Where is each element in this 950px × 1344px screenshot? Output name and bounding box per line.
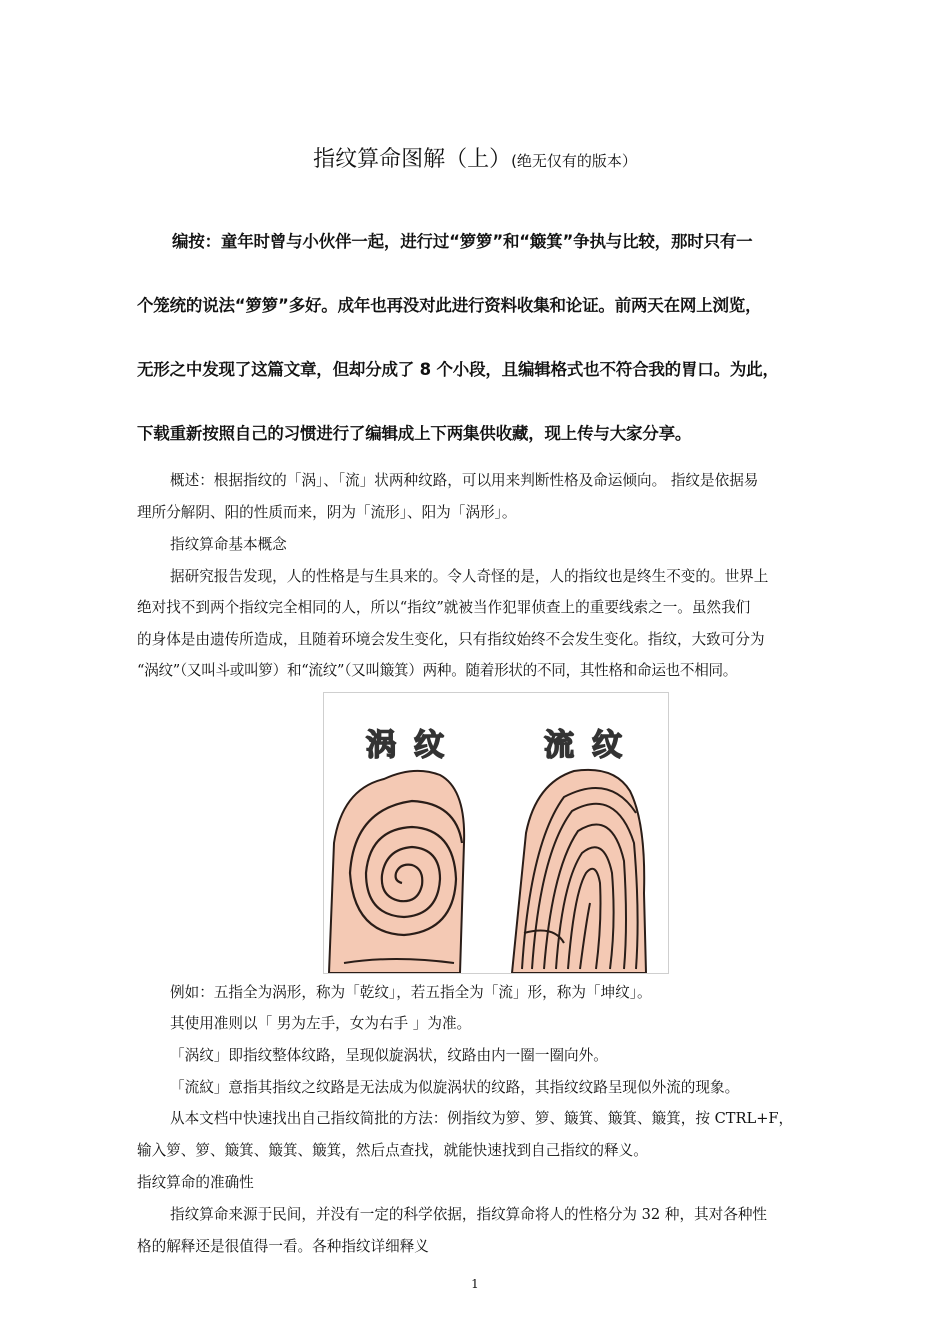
- fingerprint-illustration: [324, 693, 668, 973]
- overview-line-1: 概述：根据指纹的「涡」、「流」状两种纹路，可以用来判断性格及命运倾向。 指纹是依据易: [170, 472, 759, 489]
- heading-accuracy: 指纹算命的准确性: [137, 1174, 254, 1191]
- example-text: 例如：五指全为涡形，称为「乾纹」，若五指全为「流」形，称为「坤纹」。: [170, 984, 652, 1001]
- whorl-finger: [329, 771, 464, 973]
- title-subtitle: (绝无仅有的版本）: [511, 152, 637, 170]
- editor-note-line-4: 下载重新按照自己的习惯进行了编辑成上下两集供收藏，现上传与大家分享。: [137, 424, 692, 443]
- overview-line-2: 理所分解阴、阳的性质而来，阴为「流形」、阳为「涡形」。: [137, 504, 517, 521]
- whorl-definition: 「涡纹」即指纹整体纹路，呈现似旋涡状，纹路由内一圈一圈向外。: [170, 1047, 608, 1064]
- accuracy-line-2: 格的解释还是很值得一看。各种指纹详细释义: [137, 1238, 429, 1255]
- loop-definition: 「流紋」意指其指纹之纹路是无法成为似旋涡状的纹路，其指纹纹路呈现似外流的现象。: [170, 1079, 740, 1096]
- whorl-label: 涡纹: [366, 728, 462, 763]
- usage-rule-text: 其使用准则以「 男为左手，女为右手 」为准。: [170, 1015, 472, 1032]
- editor-note-line-2: 个笼统的说法“箩箩”多好。成年也再没对此进行资料收集和论证。前两天在网上浏览，: [137, 296, 762, 315]
- accuracy-line-1: 指纹算命来源于民间，并没有一定的科学依据，指纹算命将人的性格分为 32 种，其对各种性: [170, 1206, 768, 1223]
- research-line-3: 的身体是由遗传所造成，且随着环境会发生变化，只有指纹始终不会发生变化。指纹，大致可分为: [137, 631, 765, 648]
- research-line-1: 据研究报告发现，人的性格是与生具来的。令人奇怪的是，人的指纹也是终生不变的。世界上: [170, 568, 769, 585]
- editor-note-line-1: 编按：童年时曾与小伙伴一起，进行过“箩箩”和“簸箕”争执与比较，那时只有一: [172, 232, 753, 251]
- research-line-2: 绝对找不到两个指纹完全相同的人，所以“指纹”就被当作犯罪侦查上的重要线索之一。虽然我们: [137, 599, 751, 616]
- title-main: 指纹算命图解（上）: [313, 147, 512, 172]
- page-title: [0, 142, 950, 173]
- page-number: 1: [471, 1277, 479, 1291]
- method-line-1: 从本文档中快速找出自己指纹简批的方法：例指纹为箩、箩、簸箕、簸箕、簸箕，按 CTRL+F，: [170, 1110, 794, 1127]
- loop-label: 流纹: [544, 728, 640, 763]
- loop-finger: [512, 770, 646, 973]
- research-line-4: “涡纹”（又叫斗或叫箩）和“流纹”（又叫簸箕）两种。随着形状的不同，其性格和命运也不相同。: [137, 662, 738, 679]
- method-line-2: 输入箩、箩、簸箕、簸箕、簸箕，然后点查找，就能快速找到自己指纹的释义。: [137, 1142, 648, 1159]
- fingerprint-figure: [323, 692, 669, 974]
- editor-note-line-3: 无形之中发现了这篇文章，但却分成了 8 个小段，且编辑格式也不符合我的胃口。为此，: [137, 360, 779, 379]
- heading-basic-concept: 指纹算命基本概念: [170, 536, 287, 553]
